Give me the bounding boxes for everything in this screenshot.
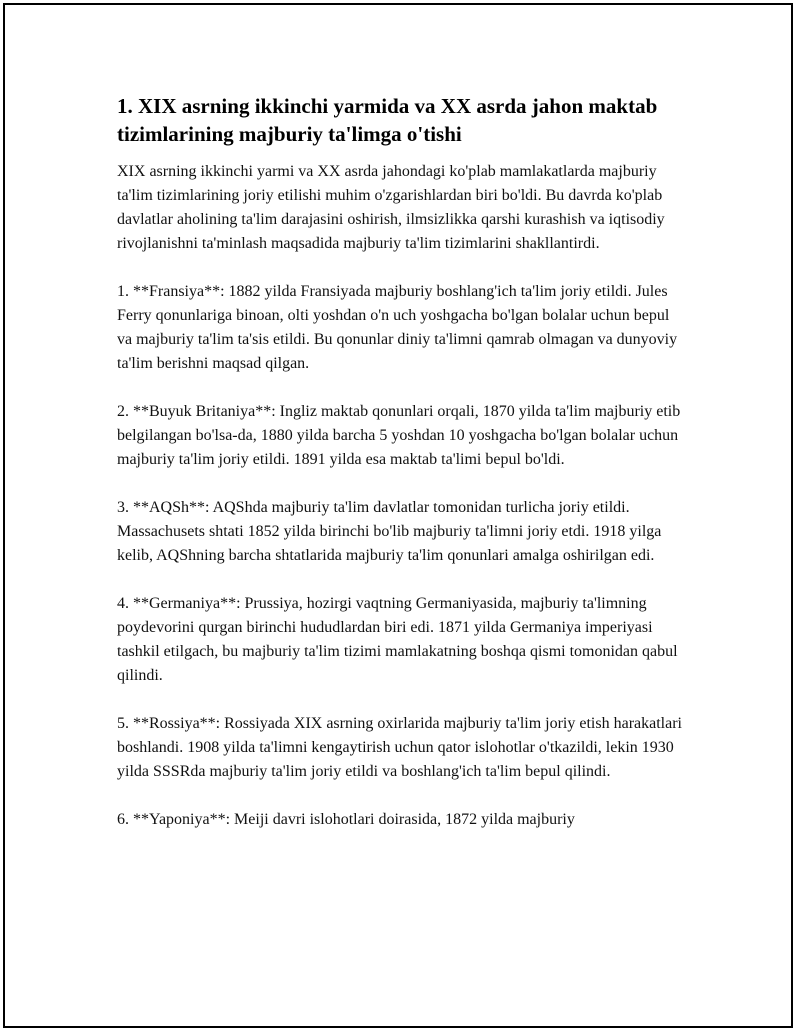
paragraph-aqsh: 3. **AQSh**: AQShda majburiy ta'lim davlatlar tomonidan turlicha joriy etildi. Massachusets shtati 1852 yilda birinchi bo'lib majburiy ta'limni joriy etdi. 1918 yilga kelib, AQShning barcha shtatlarida majburiy ta'lim qonunlari amalga oshirilgan edi. [117, 499, 662, 564]
paragraph-rossiya: 5. **Rossiya**: Rossiyada XIX asrning oxirlarida majburiy ta'lim joriy etish harakatlari boshlandi. 1908 yilda ta'limni kengaytirish uchun qator islohotlar o'tkazildi, lekin 1930 yilda SSSRda majburiy ta'lim joriy etildi va boshlang'ich ta'lim bepul qilindi. [117, 715, 682, 780]
intro-paragraph: XIX asrning ikkinchi yarmi va XX asrda jahondagi ko'plab mamlakatlarda majburiy ta'lim tizimlarining joriy etilishi muhim o'zgarishlardan biri bo'ldi. Bu davrda ko'plab davlatlar aholining ta'lim darajasini oshirish, ilmsizlikka qarshi kurashish va iqtisodiy rivojlanishni ta'minlash maqsadida majburiy ta'lim tizimlarini shakllantirdi. [117, 163, 665, 252]
paragraph-yaponiya: 6. **Yaponiya**: Meiji davri islohotlari doirasida, 1872 yilda majburiy [117, 811, 575, 828]
paragraph-fransiya: 1. **Fransiya**: 1882 yilda Fransiyada majburiy boshlang'ich ta'lim joriy etildi. Jules Ferry qonunlariga binoan, olti yoshdan o'n uch yoshgacha bo'lgan bolalar uchun bepul va majburiy ta'lim ta'sis etildi. Bu qonunlar diniy ta'limni qamrab olmagan va dunyoviy ta'lim berishni maqsad qilgan. [117, 283, 678, 372]
paragraph-germaniya: 4. **Germaniya**: Prussiya, hozirgi vaqtning Germaniyasida, majburiy ta'limning poydevorini qurgan birinchi hududlardan biri edi. 1871 yilda Germaniya imperiyasi tashkil etilgach, bu majburiy ta'lim tizimi mamlakatning boshqa qismi tomonidan qabul qilindi. [117, 595, 678, 684]
document-title: 1. XIX asrning ikkinchi yarmida va XX asrda jahon maktab tizimlarining majburiy ta'limga o'tishi [117, 94, 658, 146]
document-body [117, 92, 687, 856]
paragraph-buyuk-britaniya: 2. **Buyuk Britaniya**: Ingliz maktab qonunlari orqali, 1870 yilda ta'lim majburiy etib belgilangan bo'lsa-da, 1880 yilda barcha 5 yoshdan 10 yoshgacha bo'lgan bolalar uchun majburiy ta'lim joriy etildi. 1891 yilda esa maktab ta'limi bepul bo'ldi. [117, 403, 681, 468]
